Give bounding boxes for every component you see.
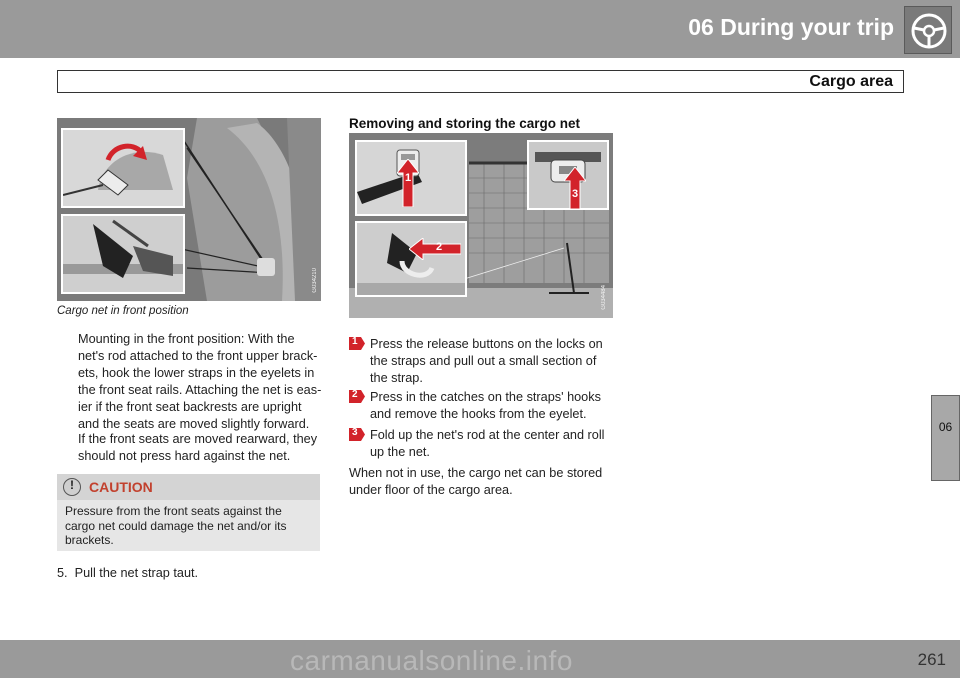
seat-position-paragraph: If the front seats are moved rearward, they should not press hard against the net. — [78, 432, 318, 463]
callout-label-3: 3 — [571, 188, 579, 200]
storage-paragraph: When not in use, the cargo net can be stored under floor of the cargo area. — [349, 466, 603, 497]
step-5-text: 5. Pull the net strap taut. — [57, 566, 199, 580]
bracket-detail-inset — [61, 128, 185, 208]
caution-box — [57, 474, 320, 551]
step-2-marker-label: 2 — [352, 389, 358, 400]
caution-header — [57, 474, 320, 500]
illustration-code: G034484 — [601, 285, 607, 310]
warning-exclamation-glyph: ! — [70, 478, 74, 492]
cargo-net-front-illustration — [57, 118, 321, 301]
step-3-marker-label: 3 — [352, 427, 358, 438]
chapter-side-tab-label: 06 — [938, 420, 953, 434]
section-header-bar — [57, 70, 904, 93]
bracket-detail-drawing — [63, 130, 183, 206]
illustration-code: G034210 — [312, 268, 318, 293]
step-1-text: Press the release buttons on the locks on the straps and pull out a small section of the strap. — [370, 337, 603, 385]
mounting-paragraph: Mounting in the front position: With the net's rod attached to the front upper brackets, hook the lower straps in the eyelets in the front seat rails. Attaching the net is easier if the front seat backrests are upright and the seats are moved slightly forward. — [78, 332, 322, 431]
cargo-net-removal-illustration — [349, 133, 613, 318]
seat-rail-detail-inset — [61, 214, 185, 294]
section-title: Cargo area — [809, 73, 893, 90]
chapter-title: 06 During your trip — [688, 14, 894, 40]
chapter-side-tab — [931, 395, 960, 481]
caution-title: CAUTION — [89, 479, 153, 495]
steering-wheel-icon — [909, 11, 949, 51]
callout-label-2: 2 — [435, 241, 443, 253]
step-3-text: Fold up the net's rod at the center and roll up the net. — [370, 428, 605, 459]
step-2-text: Press in the catches on the straps' hooks and remove the hooks from the eyelet. — [370, 390, 601, 421]
warning-exclamation-icon — [63, 478, 81, 496]
caution-text: Pressure from the front seats against the cargo net could damage the net and/or its brackets. — [65, 504, 287, 547]
page-number: 261 — [917, 650, 946, 669]
chapter-icon-box — [904, 6, 952, 54]
chapter-header-bar — [0, 0, 960, 58]
removing-storing-heading: Removing and storing the cargo net — [349, 116, 581, 131]
step-1-marker-label: 1 — [352, 336, 358, 347]
watermark-text: carmanualsonline.info — [290, 645, 573, 676]
seat-rail-detail-drawing — [63, 216, 183, 292]
callout-label-1: 1 — [404, 172, 412, 184]
figure-caption: Cargo net in front position — [57, 305, 189, 317]
